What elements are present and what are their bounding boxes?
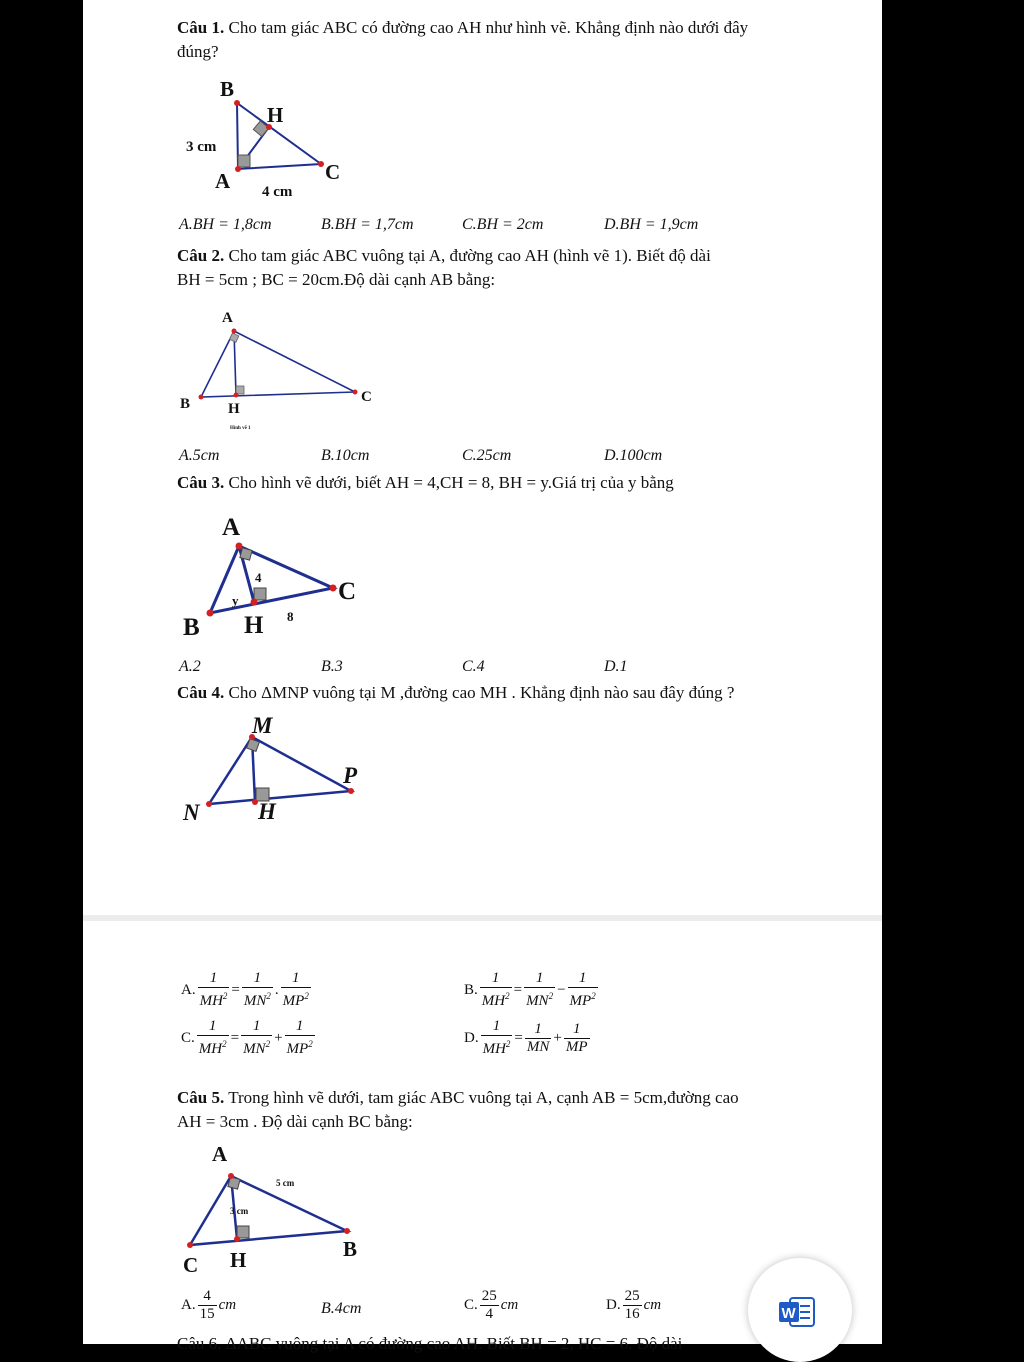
q1-figure: [170, 75, 370, 205]
q1-label-c: C: [325, 160, 341, 184]
q2-label-a: A: [222, 310, 233, 326]
q4-label-p: P: [343, 763, 358, 788]
q5-option-a[interactable]: A. $\frac{4}{15}$ cm: [181, 1288, 237, 1322]
q1-option-b[interactable]: B.BH = 1,7cm: [321, 216, 414, 233]
q2-caption: Hình vẽ 1: [230, 426, 251, 431]
q5-option-c[interactable]: C. $\frac{25}{4}$ cm: [464, 1288, 519, 1322]
q6-partial-text: Câu 6. ΔABC vuông tại A có đường cao AH. Biết BH = 2, HC = 6. Độ dài: [177, 1334, 683, 1353]
q5-text-line2: AH = 3cm . Độ dài cạnh BC bằng:: [177, 1112, 413, 1131]
q2-label-h: H: [228, 401, 240, 417]
q1-text-line2: đúng?: [177, 42, 219, 61]
q4-figure: [175, 708, 395, 838]
q2-figure: [175, 300, 395, 435]
q5-label-b: B: [343, 1237, 358, 1261]
q5-option-b[interactable]: B.4cm: [321, 1300, 362, 1317]
q3-label-c: C: [338, 578, 357, 605]
q5-label-c: C: [183, 1253, 199, 1277]
q3-label-a: A: [222, 514, 241, 541]
q4-label-h: H: [258, 799, 276, 824]
q3-length-ch: 8: [287, 609, 294, 624]
q1-side-ac: 4 cm: [262, 184, 293, 200]
q3-length-ah: 4: [255, 570, 262, 585]
word-document-button[interactable]: [748, 1258, 852, 1362]
q5-length-ah: 3 cm: [230, 1206, 249, 1216]
q3-option-b[interactable]: B.3: [321, 658, 343, 675]
q3-length-bh: y: [232, 593, 239, 608]
q1-label-h: H: [267, 103, 284, 127]
q4-option-c[interactable]: C. $\frac{1}{MH^2}$ = $\frac{1}{MN^2}$ + $\frac{1}{MP^2}$: [181, 1018, 313, 1057]
q4-option-b[interactable]: B. $\frac{1}{MH^2}$ = $\frac{1}{MN^2}$ − $\frac{1}{MP^2}$: [464, 970, 596, 1009]
q4-label-n: N: [183, 800, 200, 825]
q2-option-d[interactable]: D.100cm: [604, 447, 663, 464]
q1-option-d[interactable]: D.BH = 1,9cm: [604, 216, 699, 233]
q2-option-b[interactable]: B.10cm: [321, 447, 370, 464]
q5-text: Câu 5. Trong hình vẽ dưới, tam giác ABC vuông tại A, cạnh AB = 5cm,đường cao: [177, 1088, 739, 1107]
q2-option-a[interactable]: A.5cm: [179, 447, 220, 464]
q1-option-c[interactable]: C.BH = 2cm: [462, 216, 544, 233]
q5-figure: [175, 1138, 395, 1278]
q3-option-d[interactable]: D.1: [604, 658, 628, 675]
q4-label-m: M: [252, 713, 273, 738]
q2-option-c[interactable]: C.25cm: [462, 447, 512, 464]
q2-label-c: C: [361, 389, 372, 405]
q4-option-a[interactable]: A. $\frac{1}{MH^2}$ = $\frac{1}{MN^2}$ . $\frac{1}{MP^2}$: [181, 970, 309, 1009]
q2-text-line2: BH = 5cm ; BC = 20cm.Độ dài cạnh AB bằng:: [177, 270, 496, 289]
q1-side-ab: 3 cm: [186, 139, 217, 155]
q3-label-h: H: [244, 612, 264, 639]
q1-label-b: B: [220, 77, 235, 101]
q3-figure: [175, 505, 395, 655]
q2-label-b: B: [180, 396, 191, 412]
q1-option-a[interactable]: A.BH = 1,8cm: [179, 216, 272, 233]
q5-label-h: H: [230, 1248, 247, 1272]
q3-label-b: B: [183, 614, 200, 641]
svg-text:W: W: [781, 1305, 796, 1322]
word-document-icon: [776, 1294, 818, 1330]
q4-text: Câu 4. Cho ΔMNP vuông tại M ,đường cao MH . Khẳng định nào sau đây đúng ?: [177, 683, 735, 702]
q5-length-ab: 5 cm: [276, 1178, 295, 1188]
q3-text: Câu 3. Cho hình vẽ dưới, biết AH = 4,CH = 8, BH = y.Giá trị của y bằng: [177, 473, 674, 492]
q1-text: Câu 1. Cho tam giác ABC có đường cao AH như hình vẽ. Khẳng định nào dưới đây: [177, 18, 749, 37]
q1-label-a: A: [215, 169, 231, 193]
q3-option-a[interactable]: A.2: [179, 658, 201, 675]
q3-option-c[interactable]: C.4: [462, 658, 485, 675]
q2-text: Câu 2. Cho tam giác ABC vuông tại A, đường cao AH (hình vẽ 1). Biết độ dài: [177, 246, 711, 265]
q5-label-a: A: [212, 1142, 228, 1166]
q4-option-d[interactable]: D. $\frac{1}{MH^2}$ = $\frac{1}{MN}$ + $\frac{1}{MP}$: [464, 1018, 588, 1057]
q5-option-d[interactable]: D. $\frac{25}{16}$ cm: [606, 1288, 662, 1322]
